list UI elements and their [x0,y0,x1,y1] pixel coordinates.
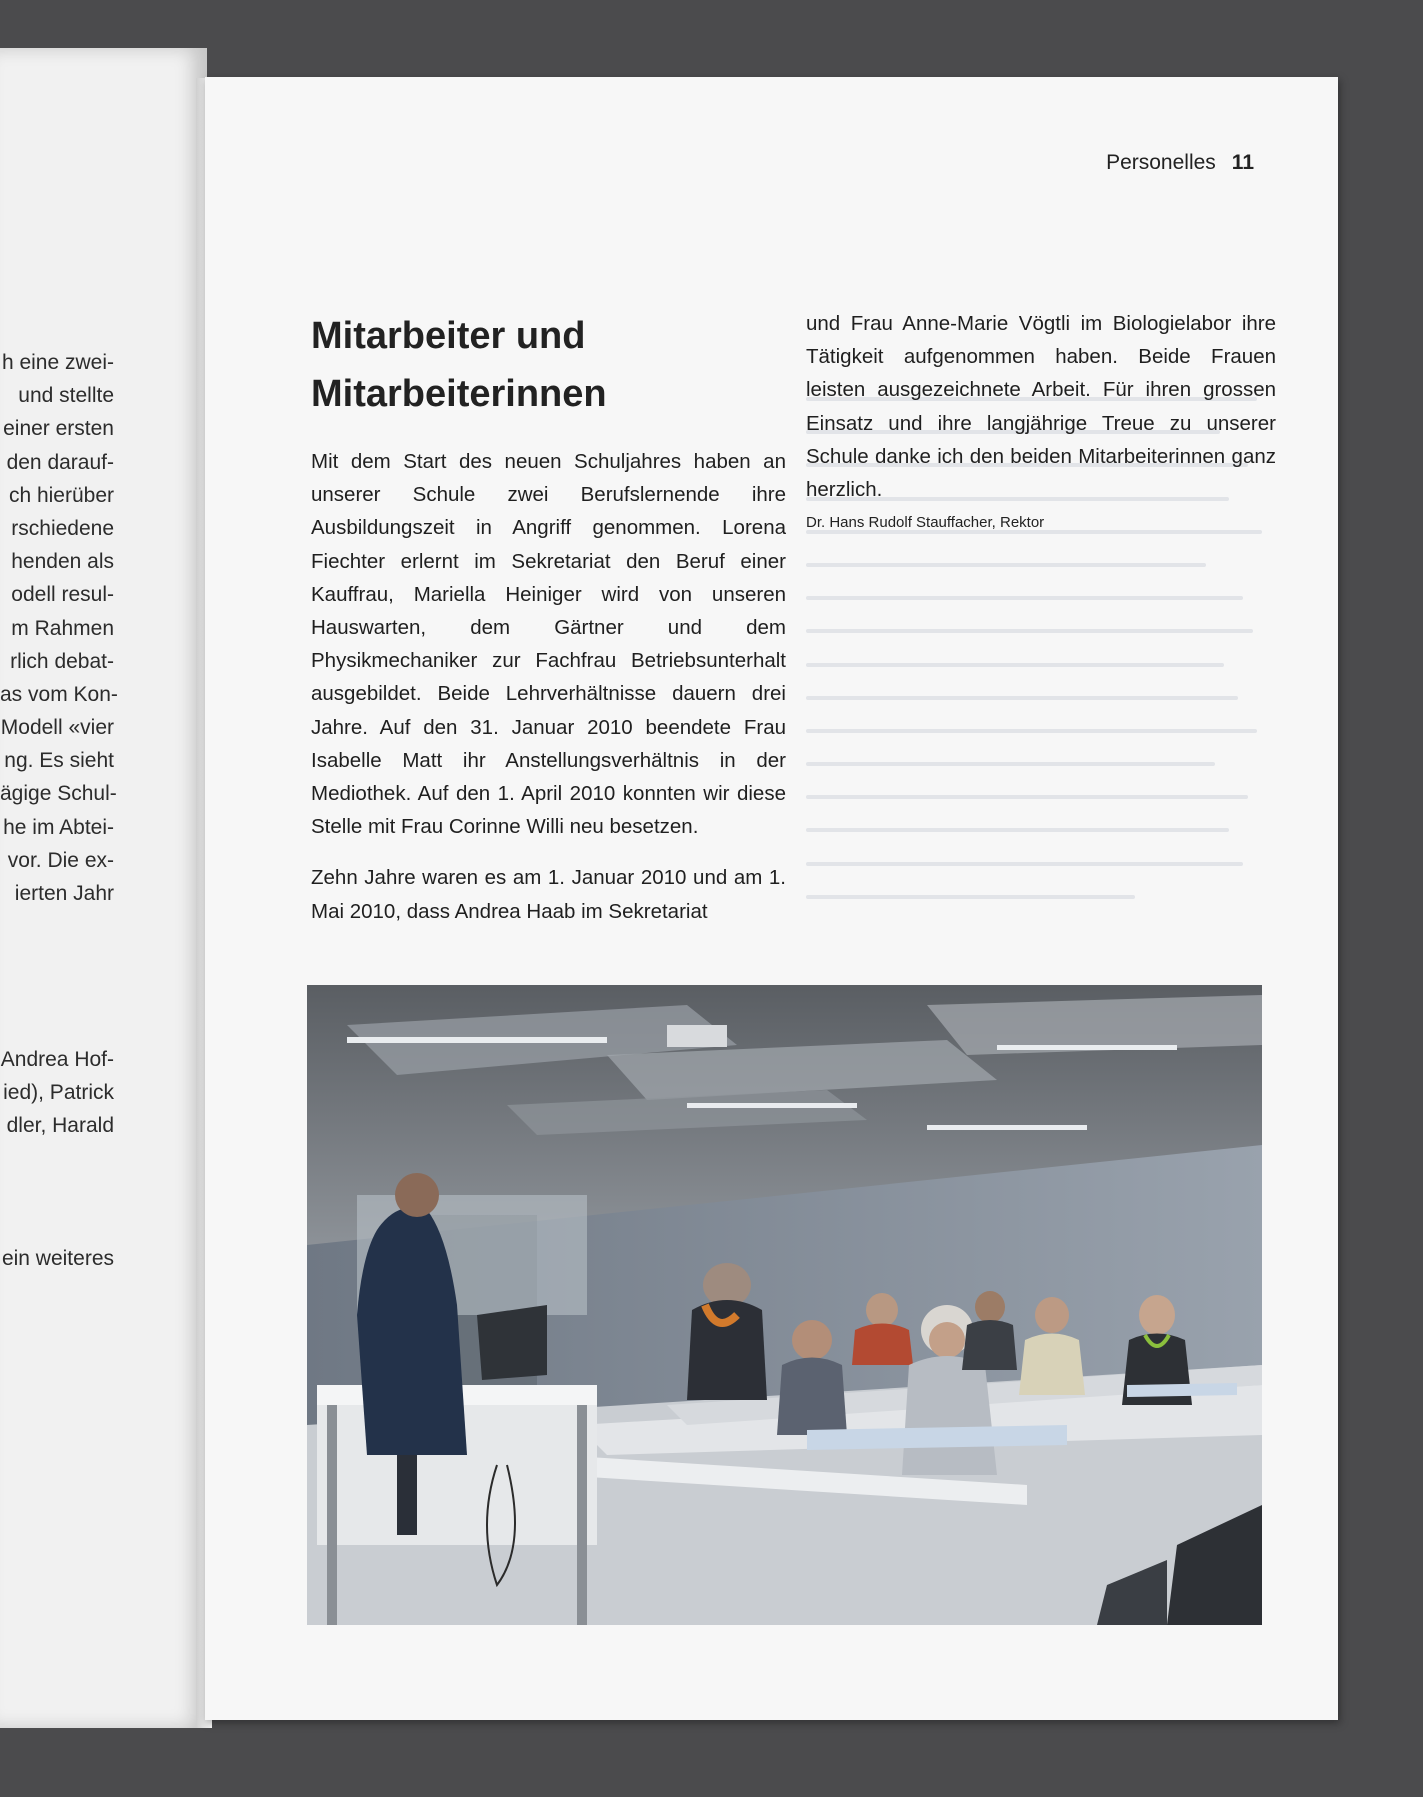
left-page-line [0,1209,200,1242]
left-page-line [0,1010,200,1043]
left-page-line: ierten Jahr [14,882,114,905]
left-page-line: rschiedene [11,516,114,540]
paragraph-3: und Frau Anne-Marie Vögtli im Biologielabor ihre Tätigkeit aufgenommen haben. Beide Frauen leisten ausgezeichnete Arbeit. Für ihren grossen Einsatz und ihre langjährige Treue zu unserer Schule danke ich den beiden Mitarbeiterinnen ganz herzlich. [806,312,1276,502]
left-page-line: dler, Harald [6,1114,114,1138]
left-page-line [0,1176,200,1209]
left-page-line: vor. Die ex- [7,848,114,872]
left-page-line: henden als [11,550,114,574]
left-page-line: den darauf- [6,450,114,474]
left-page-line: rlich debat- [10,649,114,673]
left-page-line: ng. Es sieht [4,749,114,773]
left-page-line: Andrea Hof- [0,1047,114,1071]
title-line-2: Mitarbeiterinnen [311,373,607,415]
left-page-line: as vom Kon- [0,682,118,706]
left-page-line: ägige Schul- [0,782,117,806]
left-page-line: einer ersten [3,417,114,441]
left-page-line: ied), Patrick [3,1081,114,1105]
left-page-line: ch hierüber [8,483,114,507]
page-number: 11 [1231,151,1254,174]
left-page-line: h eine zwei- [1,351,114,374]
left-page-line [0,977,200,1010]
left-page-line [0,1143,200,1176]
classroom-illustration [307,985,1262,1625]
left-page-line [0,910,200,943]
left-page-line: Modell «vier [0,716,114,740]
left-page-line: ein weiteres [1,1247,114,1271]
left-page-line: odell resul- [11,583,114,607]
section-title: Personelles [1106,151,1216,174]
left-page-line: he im Abtei- [3,815,114,839]
right-page [205,77,1338,1720]
article-title [311,307,786,423]
left-page-line: und stellte [18,384,114,408]
paragraph-2: Zehn Jahre waren es am 1. Januar 2010 und am 1. Mai 2010, dass Andrea Haab im Sekretariat [311,866,786,923]
left-page-text [0,346,200,1275]
left-page [0,48,207,1728]
paragraph-1: Mit dem Start des neuen Schuljahres haben an unserer Schule zwei Berufslernende ihre Ausbildungszeit in Angriff genommen. Lorena Fiechter erlernt im Sekretariat den Beruf einer Kauffrau, Mariella Heiniger wird von unseren Hauswarten, dem Gärtner und dem Physikmechaniker zur Fachfrau Betriebsunterhalt ausgebildet. Beide Lehrverhältnisse dauern drei Jahre. Auf den 31. Januar 2010 beendete Frau Isabelle Matt ihr Anstellungsverhältnis in der Mediothek. Auf den 1. April 2010 konnten wir diese Stelle mit Frau Corinne Willi neu besetzen. [311,450,786,839]
left-page-line [0,943,200,976]
title-line-1: Mitarbeiter und [311,315,586,357]
left-page-line: m Rahmen [11,616,114,640]
classroom-photo [307,985,1262,1625]
page-header [1106,151,1254,175]
article-column-right [806,307,1276,531]
author-signature: Dr. Hans Rudolf Stauffacher, Rektor [806,514,1045,532]
article-column-left [311,307,786,928]
